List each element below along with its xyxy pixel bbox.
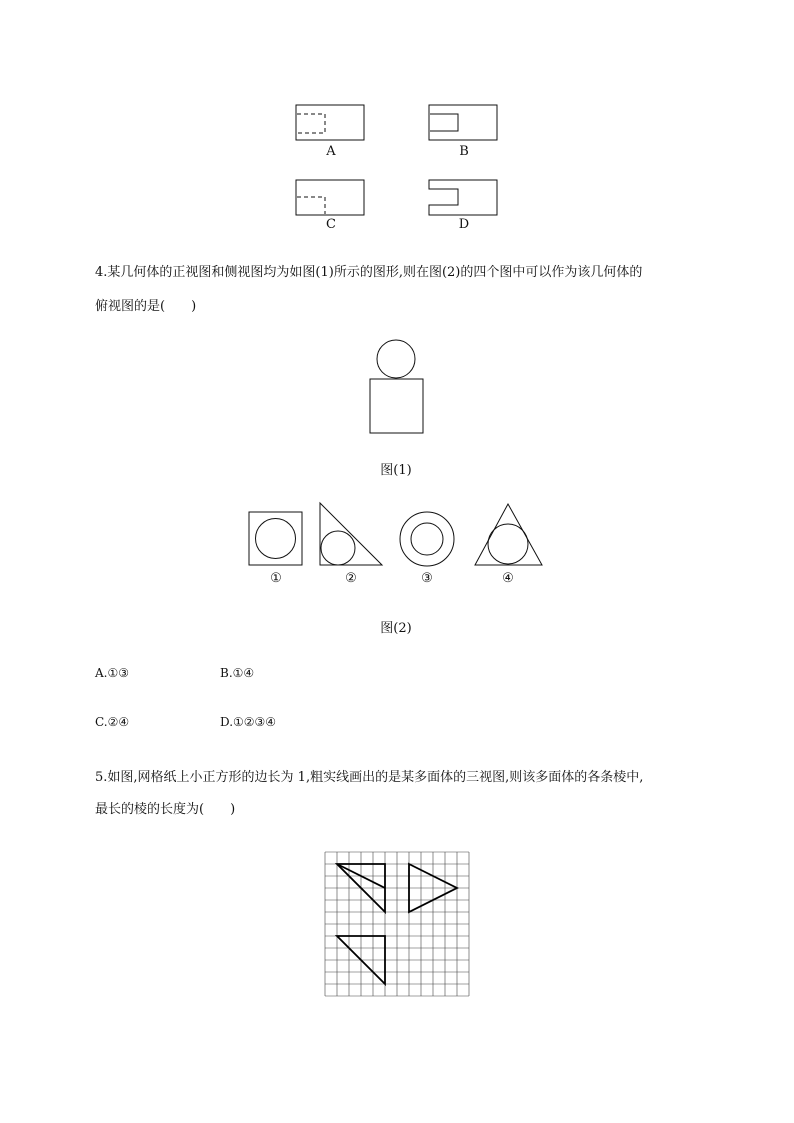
q4-option-a[interactable]: A.①③ bbox=[95, 666, 129, 680]
q4-option-b[interactable]: B.①④ bbox=[220, 666, 255, 680]
q4-stem-line1: 4.某几何体的正视图和侧视图均为如图(1)所示的图形,则在图(2)的四个图中可以作为该几何体的 bbox=[95, 265, 643, 280]
q3-label-c: C bbox=[326, 217, 336, 232]
q3-label-d: D bbox=[458, 217, 470, 232]
fig2-label-4: ④ bbox=[502, 571, 514, 586]
fig2-label-1: ① bbox=[270, 571, 282, 586]
q4-option-c[interactable]: C.②④ bbox=[95, 715, 130, 729]
q4-stem-line2: 俯视图的是( ) bbox=[95, 299, 197, 314]
q3-label-a: A bbox=[326, 144, 336, 159]
fig2-label-2: ② bbox=[345, 571, 357, 586]
q4-figure-2-caption: 图(2) bbox=[380, 621, 412, 636]
q4-option-d[interactable]: D.①②③④ bbox=[220, 715, 277, 729]
q4-figure-1-caption: 图(1) bbox=[380, 463, 412, 478]
q3-label-b: B bbox=[459, 144, 469, 159]
q5-stem-line1: 5.如图,网格纸上小正方形的边长为 1,粗实线画出的是某多面体的三视图,则该多面体的各条棱中, bbox=[95, 770, 644, 785]
fig2-label-3: ③ bbox=[421, 571, 433, 586]
q5-stem-line2: 最长的棱的长度为( ) bbox=[95, 802, 236, 817]
